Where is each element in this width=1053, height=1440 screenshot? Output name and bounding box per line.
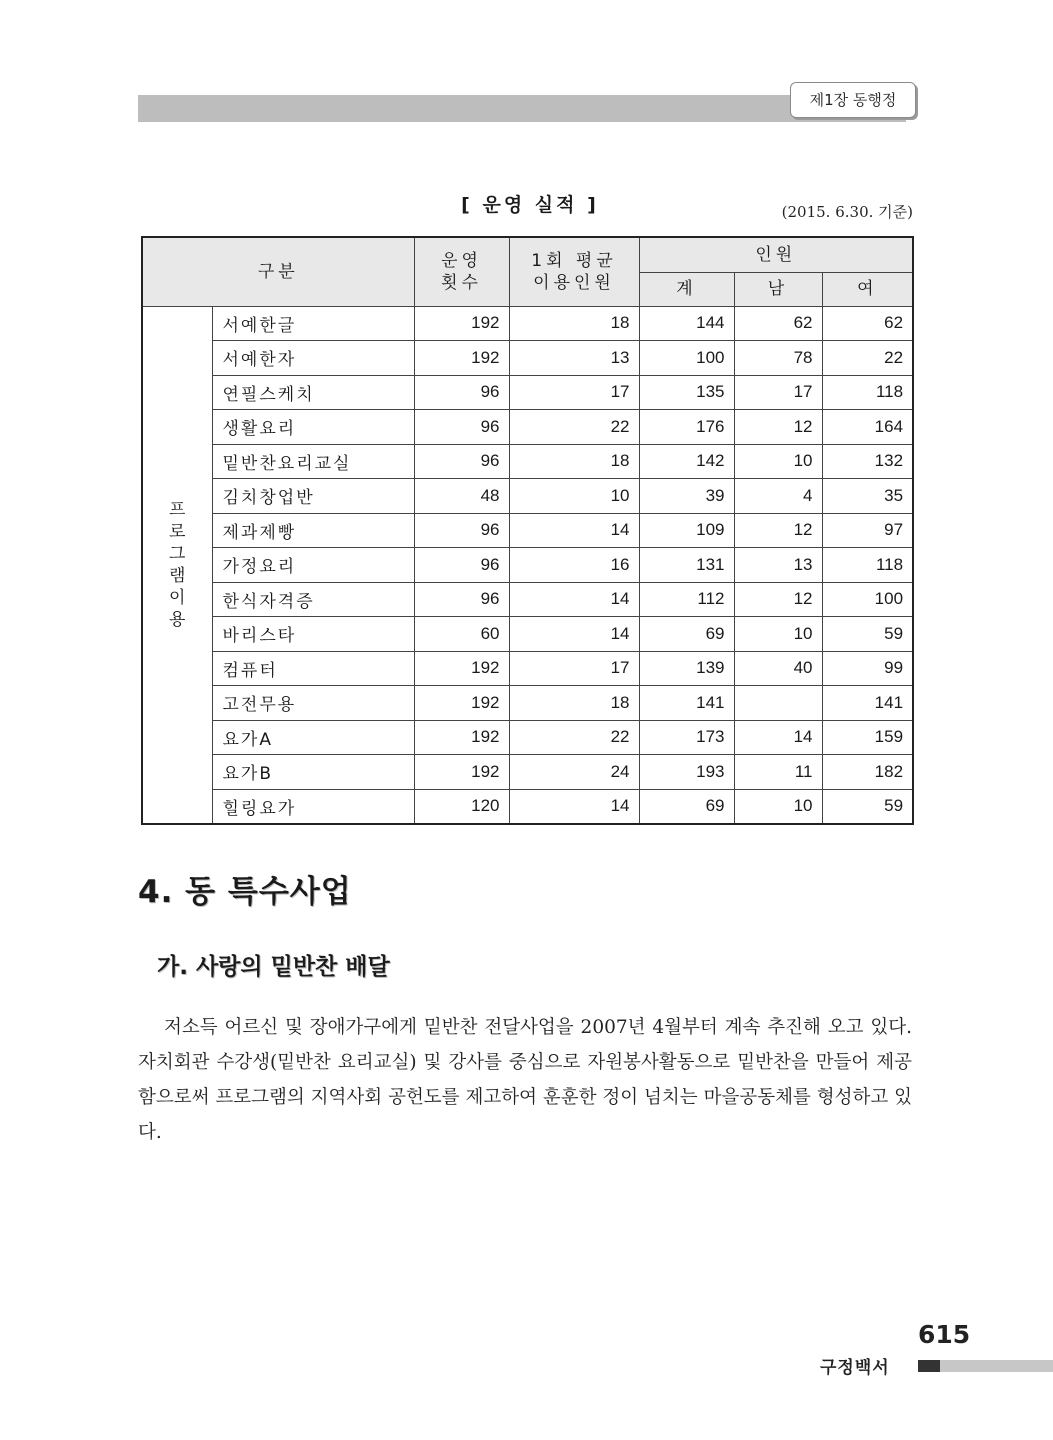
male-cell: 62 xyxy=(734,306,822,341)
program-name-cell: 바리스타 xyxy=(212,617,414,652)
table-row xyxy=(142,444,913,479)
group-label-cell xyxy=(142,306,212,824)
total-cell: 193 xyxy=(639,755,734,790)
total-cell: 39 xyxy=(639,479,734,514)
table-row xyxy=(142,617,913,652)
table-row xyxy=(142,375,913,410)
male-cell: 13 xyxy=(734,548,822,583)
avg-users-cell: 18 xyxy=(509,686,639,721)
female-cell: 35 xyxy=(822,479,913,514)
table-row xyxy=(142,479,913,514)
sessions-cell: 96 xyxy=(414,410,509,445)
sessions-cell: 192 xyxy=(414,755,509,790)
book-title: 구정백서 xyxy=(820,1358,890,1378)
female-cell: 118 xyxy=(822,375,913,410)
table-row xyxy=(142,513,913,548)
program-name-cell: 컴퓨터 xyxy=(212,651,414,686)
male-cell: 14 xyxy=(734,720,822,755)
avg-users-cell: 16 xyxy=(509,548,639,583)
sessions-cell: 120 xyxy=(414,789,509,824)
table-date-note: (2015. 6.30. 기준) xyxy=(781,203,913,221)
program-name-cell: 서예한글 xyxy=(212,306,414,341)
female-cell: 100 xyxy=(822,582,913,617)
program-name-cell: 요가B xyxy=(212,755,414,790)
male-cell: 10 xyxy=(734,444,822,479)
avg-users-cell: 14 xyxy=(509,789,639,824)
avg-users-cell: 10 xyxy=(509,479,639,514)
program-name-cell: 밑반찬요리교실 xyxy=(212,444,414,479)
footer-bar-dark xyxy=(918,1360,940,1372)
program-name-cell: 한식자격증 xyxy=(212,582,414,617)
male-cell xyxy=(734,686,822,721)
male-cell: 17 xyxy=(734,375,822,410)
female-cell: 159 xyxy=(822,720,913,755)
table-row xyxy=(142,720,913,755)
female-cell: 59 xyxy=(822,789,913,824)
header-female: 여 xyxy=(822,272,913,306)
male-cell: 12 xyxy=(734,410,822,445)
sessions-cell: 96 xyxy=(414,582,509,617)
header-people: 인원 xyxy=(639,237,913,272)
avg-users-cell: 24 xyxy=(509,755,639,790)
program-name-cell: 제과제빵 xyxy=(212,513,414,548)
program-name-cell: 연필스케치 xyxy=(212,375,414,410)
header-total: 계 xyxy=(639,272,734,306)
header-category: 구분 xyxy=(142,237,414,306)
avg-users-cell: 17 xyxy=(509,651,639,686)
total-cell: 141 xyxy=(639,686,734,721)
male-cell: 40 xyxy=(734,651,822,686)
total-cell: 100 xyxy=(639,341,734,376)
male-cell: 11 xyxy=(734,755,822,790)
total-cell: 176 xyxy=(639,410,734,445)
sessions-cell: 60 xyxy=(414,617,509,652)
program-name-cell: 힐링요가 xyxy=(212,789,414,824)
total-cell: 142 xyxy=(639,444,734,479)
footer-bar-light xyxy=(940,1360,1053,1372)
page-number: 615 xyxy=(918,1320,971,1349)
table-row xyxy=(142,582,913,617)
female-cell: 141 xyxy=(822,686,913,721)
female-cell: 118 xyxy=(822,548,913,583)
sessions-cell: 192 xyxy=(414,341,509,376)
male-cell: 12 xyxy=(734,513,822,548)
total-cell: 131 xyxy=(639,548,734,583)
sessions-cell: 192 xyxy=(414,720,509,755)
subsection-title: 가. 사랑의 밑반찬 배달 xyxy=(157,954,390,980)
total-cell: 69 xyxy=(639,789,734,824)
sessions-cell: 192 xyxy=(414,686,509,721)
sessions-cell: 96 xyxy=(414,548,509,583)
header-sessions: 운영 횟수 xyxy=(414,237,509,306)
table-row xyxy=(142,755,913,790)
group-label: 프로그램이용 xyxy=(169,499,186,630)
body-paragraph: 저소득 어르신 및 장애가구에게 밑반찬 전달사업을 2007년 4월부터 계속 추진해 오고 있다. 자치회관 수강생(밑반찬 요리교실) 및 강사를 중심으로 자원봉사활동으로 밑반찬을 만들어 제공함으로써 프로그램의 지역사회 공헌도를 제고하여 훈훈한 정이 넘치는 마을공동체를 형성하고 있다. xyxy=(138,1017,912,1143)
avg-users-cell: 22 xyxy=(509,410,639,445)
program-name-cell: 김치창업반 xyxy=(212,479,414,514)
sessions-cell: 96 xyxy=(414,513,509,548)
avg-users-cell: 14 xyxy=(509,513,639,548)
total-cell: 139 xyxy=(639,651,734,686)
avg-users-cell: 14 xyxy=(509,617,639,652)
sessions-cell: 48 xyxy=(414,479,509,514)
chapter-tab: 제1장 동행정 xyxy=(790,82,916,118)
male-cell: 10 xyxy=(734,789,822,824)
female-cell: 182 xyxy=(822,755,913,790)
avg-users-cell: 18 xyxy=(509,444,639,479)
program-name-cell: 서예한자 xyxy=(212,341,414,376)
female-cell: 97 xyxy=(822,513,913,548)
table-title: [ 운영 실적 ] xyxy=(461,194,599,216)
table-row xyxy=(142,341,913,376)
table-row xyxy=(142,651,913,686)
table-row xyxy=(142,306,913,341)
sessions-cell: 192 xyxy=(414,306,509,341)
table-body xyxy=(142,306,913,824)
female-cell: 22 xyxy=(822,341,913,376)
avg-users-cell: 17 xyxy=(509,375,639,410)
male-cell: 12 xyxy=(734,582,822,617)
total-cell: 144 xyxy=(639,306,734,341)
avg-users-cell: 22 xyxy=(509,720,639,755)
program-name-cell: 생활요리 xyxy=(212,410,414,445)
avg-users-cell: 14 xyxy=(509,582,639,617)
male-cell: 78 xyxy=(734,341,822,376)
sessions-cell: 96 xyxy=(414,375,509,410)
performance-table xyxy=(141,236,914,825)
sessions-cell: 96 xyxy=(414,444,509,479)
avg-users-cell: 13 xyxy=(509,341,639,376)
male-cell: 10 xyxy=(734,617,822,652)
female-cell: 132 xyxy=(822,444,913,479)
female-cell: 99 xyxy=(822,651,913,686)
avg-users-cell: 18 xyxy=(509,306,639,341)
total-cell: 135 xyxy=(639,375,734,410)
total-cell: 173 xyxy=(639,720,734,755)
table-row xyxy=(142,548,913,583)
table-row xyxy=(142,789,913,824)
female-cell: 164 xyxy=(822,410,913,445)
table-row xyxy=(142,410,913,445)
program-name-cell: 가정요리 xyxy=(212,548,414,583)
header-male: 남 xyxy=(734,272,822,306)
section-title: 4. 동 특수사업 xyxy=(138,874,352,910)
total-cell: 112 xyxy=(639,582,734,617)
sessions-cell: 192 xyxy=(414,651,509,686)
female-cell: 62 xyxy=(822,306,913,341)
table-row xyxy=(142,686,913,721)
program-name-cell: 요가A xyxy=(212,720,414,755)
male-cell: 4 xyxy=(734,479,822,514)
program-name-cell: 고전무용 xyxy=(212,686,414,721)
female-cell: 59 xyxy=(822,617,913,652)
total-cell: 109 xyxy=(639,513,734,548)
total-cell: 69 xyxy=(639,617,734,652)
header-avg-users: 1회 평균 이용인원 xyxy=(509,237,639,306)
